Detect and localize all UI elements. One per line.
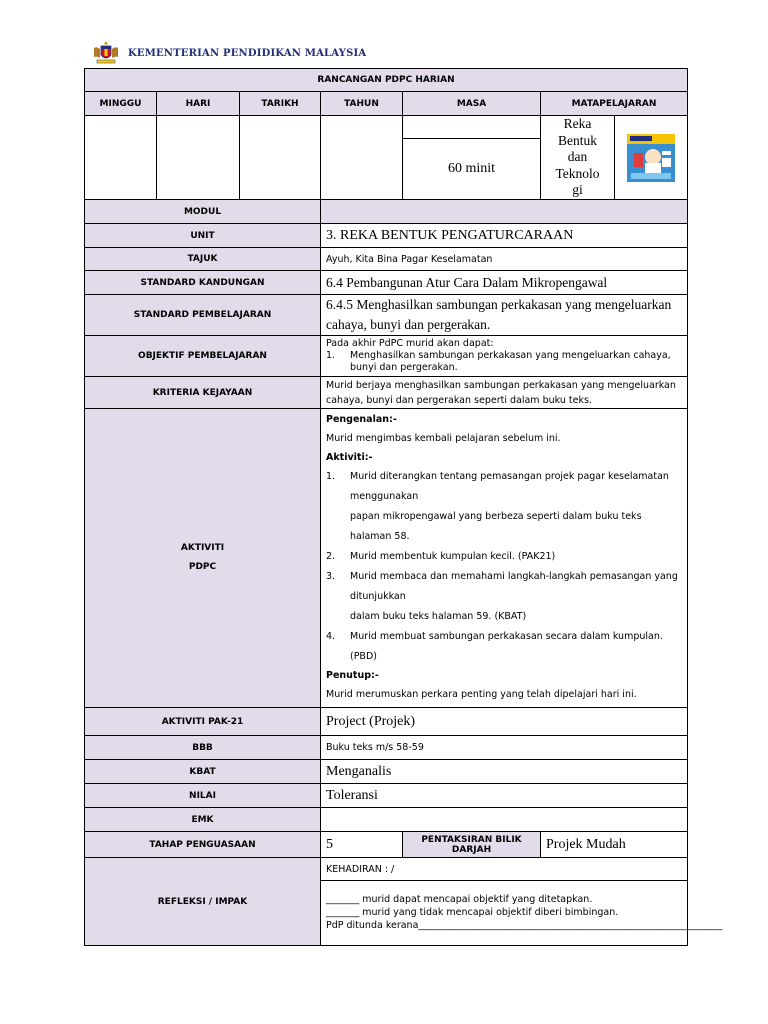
row-label-pak21: AKTIVITI PAK-21: [85, 708, 321, 736]
minggu-value[interactable]: [85, 116, 157, 200]
aktiviti-value: [321, 409, 688, 708]
daily-lesson-plan-table: [84, 68, 723, 946]
penutup-heading: Penutup:-: [326, 670, 379, 681]
malaysia-coat-of-arms-icon: [92, 40, 120, 66]
unit-value: 3. REKA BENTUK PENGATURCARAAN: [321, 224, 688, 248]
pengenalan-text: Murid mengimbas kembali pelajaran sebelum ini.: [326, 433, 561, 444]
table-title: RANCANGAN PDPC HARIAN: [85, 69, 688, 92]
nilai-value: Toleransi: [321, 784, 688, 808]
row-label-emk: EMK: [85, 808, 321, 832]
emk-value[interactable]: [321, 808, 688, 832]
standard-kandungan-value: 6.4 Pembangunan Atur Cara Dalam Mikropengawal: [321, 271, 688, 295]
kriteria-value: Murid berjaya menghasilkan sambungan perkakasan yang mengeluarkan cahaya, bunyi dan pergerakan seperti dalam buku teks.: [321, 377, 688, 409]
column-header-minggu: MINGGU: [85, 92, 157, 116]
tarikh-value[interactable]: [240, 116, 321, 200]
row-label-bbb: BBB: [85, 736, 321, 760]
row-label-modul: MODUL: [85, 200, 321, 224]
kehadiran-value[interactable]: KEHADIRAN : /: [321, 858, 688, 881]
matapelajaran-value: Reka Bentuk dan Teknolo gi: [541, 116, 615, 200]
row-label-objektif: OBJEKTIF PEMBELAJARAN: [85, 336, 321, 377]
pentaksiran-bilik-darjah-value: Projek Mudah: [541, 832, 688, 858]
row-label-tajuk: TAJUK: [85, 248, 321, 271]
tajuk-value: Ayuh, Kita Bina Pagar Keselamatan: [321, 248, 688, 271]
column-header-hari: HARI: [157, 92, 240, 116]
row-label-tahap-penguasaan: TAHAP PENGUASAAN: [85, 832, 321, 858]
pengenalan-heading: Pengenalan:-: [326, 414, 397, 425]
column-header-tahun: TAHUN: [321, 92, 403, 116]
column-header-tarikh: TARIKH: [240, 92, 321, 116]
row-label-standard-kandungan: STANDARD KANDUNGAN: [85, 271, 321, 295]
ministry-name: KEMENTERIAN PENDIDIKAN MALAYSIA: [128, 47, 367, 59]
list-item: 3. Murid membaca dan memahami langkah-langkah pemasangan yang ditunjukkan dalam buku teks halaman 59. (KBAT): [326, 567, 682, 627]
aktiviti-list: [326, 467, 682, 667]
kbat-value: Menganalis: [321, 760, 688, 784]
objektif-list: [326, 350, 682, 374]
tahap-penguasaan-value: 5: [321, 832, 403, 858]
row-label-kbat: KBAT: [85, 760, 321, 784]
refleksi-line-not-achieved: _______ murid yang tidak mencapai objektif diberi bimbingan.: [326, 907, 619, 918]
objektif-value: [321, 336, 688, 377]
standard-pembelajaran-value: 6.4.5 Menghasilkan sambungan perkakasan yang mengeluarkan cahaya, bunyi dan pergerakan.: [321, 295, 688, 336]
penutup-text: Murid merumuskan perkara penting yang telah dipelajari hari ini.: [326, 689, 637, 700]
list-item: 1. Menghasilkan sambungan perkakasan yang mengeluarkan cahaya, bunyi dan pergerakan.: [326, 350, 682, 374]
row-label-standard-pembelajaran: STANDARD PEMBELAJARAN: [85, 295, 321, 336]
aktiviti-heading: Aktiviti:-: [326, 452, 373, 463]
textbook-cover-icon: [626, 133, 676, 183]
bbb-value: Buku teks m/s 58-59: [321, 736, 688, 760]
masa-duration: 60 minit: [403, 139, 541, 200]
column-header-masa: MASA: [403, 92, 541, 116]
refleksi-line-postponed: PdP ditunda kerana________________________________________________________________: [326, 920, 723, 931]
page-header: [92, 38, 366, 68]
row-label-unit: UNIT: [85, 224, 321, 248]
pak21-value: Project (Projek): [321, 708, 688, 736]
list-item: 4. Murid membuat sambungan perkakasan secara dalam kumpulan. (PBD): [326, 627, 682, 667]
row-label-kriteria: KRITERIA KEJAYAAN: [85, 377, 321, 409]
refleksi-value[interactable]: [321, 881, 723, 946]
row-label-aktiviti: AKTIVITI PDPC: [85, 409, 321, 708]
list-item: 1. Murid diterangkan tentang pemasangan projek pagar keselamatan menggunakan papan mikropengawal yang berbeza seperti dalam buku teks halaman 58.: [326, 467, 682, 547]
masa-time-range[interactable]: [403, 116, 541, 139]
objektif-intro: Pada akhir PdPC murid akan dapat:: [326, 338, 494, 349]
hari-value[interactable]: [157, 116, 240, 200]
list-item: 2. Murid membentuk kumpulan kecil. (PAK21): [326, 547, 682, 567]
row-label-refleksi: REFLEKSI / IMPAK: [85, 858, 321, 946]
label-pentaksiran-bilik-darjah: PENTAKSIRAN BILIK DARJAH: [403, 832, 541, 858]
tahun-value[interactable]: [321, 116, 403, 200]
modul-value[interactable]: [321, 200, 688, 224]
textbook-cover-cell: [615, 116, 688, 200]
refleksi-line-achieved: _______ murid dapat mencapai objektif yang ditetapkan.: [326, 894, 593, 905]
row-label-nilai: NILAI: [85, 784, 321, 808]
column-header-matapelajaran: MATAPELAJARAN: [541, 92, 688, 116]
